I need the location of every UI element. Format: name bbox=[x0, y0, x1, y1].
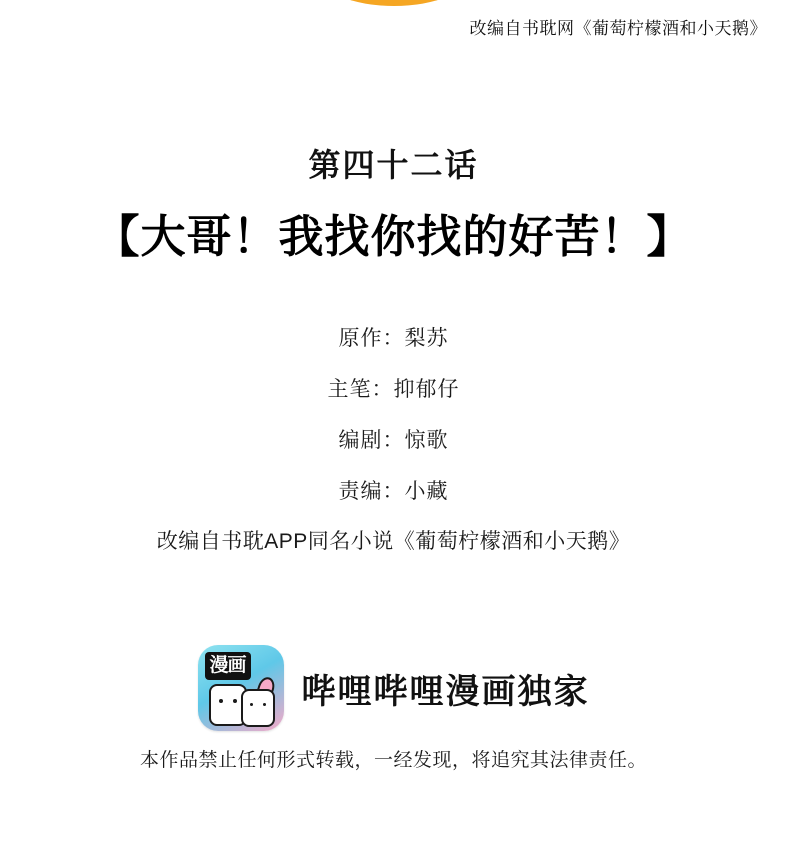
credits-list bbox=[0, 322, 787, 526]
credit-item: 原作：梨苏 bbox=[338, 327, 449, 350]
adaptation-note: 改编自书耽APP同名小说《葡萄柠檬酒和小天鹅》 bbox=[156, 530, 631, 553]
chapter-heading bbox=[0, 140, 787, 265]
logo-badge-label: 漫画 bbox=[205, 652, 251, 680]
credit-item: 主笔：抑郁仔 bbox=[327, 378, 460, 401]
logo-character-right bbox=[241, 689, 275, 727]
brand-row bbox=[0, 645, 787, 731]
credit-item: 责编：小藏 bbox=[338, 480, 449, 503]
top-decoration bbox=[319, 0, 469, 6]
bilibili-comics-logo-icon bbox=[198, 645, 284, 731]
brand-exclusive-label: 哔哩哔哩漫画独家 bbox=[301, 672, 590, 711]
credit-item: 编剧：惊歌 bbox=[338, 429, 449, 452]
chapter-number: 第四十二话 bbox=[308, 147, 479, 183]
copyright-notice: 本作品禁止任何形式转载，一经发现，将追究其法律责任。 bbox=[139, 750, 647, 771]
chapter-title: 【大哥！我找你找的好苦！】 bbox=[94, 211, 693, 262]
source-attribution: 改编自书耽网《葡萄柠檬酒和小天鹅》 bbox=[469, 19, 767, 38]
